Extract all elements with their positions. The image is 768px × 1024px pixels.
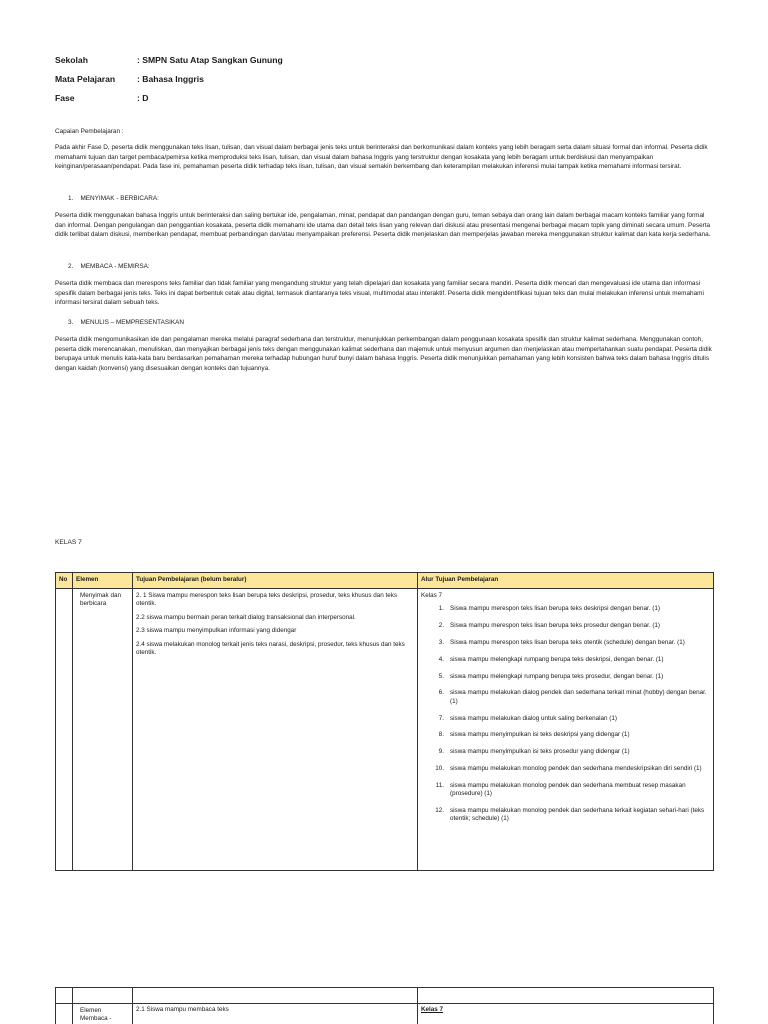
mapel-label: Mata Pelajaran	[55, 74, 116, 84]
sekolah-label: Sekolah	[55, 55, 88, 65]
tujuan-cell	[133, 589, 418, 871]
list-number: 1.	[438, 605, 444, 613]
list-item	[421, 782, 710, 799]
section-title: MENULIS – MEMPRESENTASIKAN	[80, 319, 185, 326]
list-item	[421, 807, 710, 824]
table-header-row	[56, 573, 714, 589]
header-no: No	[56, 573, 73, 589]
section-heading-menyimak	[68, 194, 159, 204]
empty-cell	[418, 988, 714, 1004]
header-tujuan: Tujuan Pembelajaran (belum beralur)	[133, 573, 418, 589]
list-item	[421, 765, 710, 773]
list-item	[421, 748, 710, 756]
list-text: siswa mampu melengkapi rumpang berupa teks deskripsi, dengan benar. (1)	[450, 655, 664, 663]
section-number: 1.	[68, 195, 74, 202]
table-row	[56, 589, 714, 871]
list-number: 6.	[438, 689, 444, 697]
alur-list	[421, 605, 710, 823]
list-text: siswa mampu melakukan dialog untuk saling berkenalan (1)	[450, 714, 617, 722]
header-alur: Alur Tujuan Pembelajaran	[418, 573, 714, 589]
tujuan-item: 2.3 siswa mampu menyimpulkan informasi yang didengar	[136, 627, 297, 635]
list-text: siswa mampu menyimpulkan isi teks prosedur yang didengar (1)	[450, 748, 630, 756]
list-number: 10.	[435, 764, 444, 772]
empty-cell	[56, 988, 73, 1004]
list-number: 7.	[438, 714, 444, 722]
empty-cell	[133, 988, 418, 1004]
list-text: siswa mampu menyimpulkan isi teks deskripsi yang didengar (1)	[450, 731, 630, 739]
list-text: siswa mampu melakukan monolog pendek dan sederhana membuat resep masakan (prosedure) (1)	[450, 781, 686, 798]
tp-table-kelas7	[55, 572, 714, 871]
section-heading-menulis	[68, 318, 184, 328]
tujuan-cell	[133, 1004, 418, 1024]
section-text-menyimak: Peserta didik menggunakan bahasa Inggris untuk berinteraksi dan saling bertukar ide, pengalaman, minat, pendapat dan pandangan dengan guru, teman sebaya dan orang lain dalam berbagai macam konteks familiar yang formal dan informal. Dengan pengulangan dan penggantian kosakata, peserta didik memahami ide utama dan detail teks lisan yang relevan dari diskusi atau presentasi mengenai berbagai macam topik yang diminati secara umum. Peserta didik terlibat dalam diskusi, memberikan pendapat, membuat perbandingan dan/atau menyampaikan preferensi. Peserta didik menjelaskan dan memperjelas jawaban mereka menggunakan struktur kalimat dan kata kerja sederhana.	[55, 212, 711, 239]
list-number: 9.	[438, 748, 444, 756]
capaian-intro: Pada akhir Fase D, peserta didik menggunakan teks lisan, tulisan, dan visual dalam berbagai jenis teks untuk berinteraksi dan berkomunikasi dalam konteks yang lebih beragam serta dalam situasi formal dan informal. Peserta didik memahami tujuan dan target pembaca/pemirsa ketika memproduksi teks lisan, tulisan, dan visual dalam bahasa Inggris yang terstruktur dengan kosakata yang lebih beragam untuk berdiskusi dan menyampaikan keinginan/perasaan/pendapat. Pada fase ini, pemahaman peserta didik terhadap teks lisan, tulisan, dan visual semakin berkembang dan keterampilan melakukan inferensi mulai tampak ketika memahami informasi tersirat.	[55, 144, 708, 171]
kelas-label: KELAS 7	[55, 539, 82, 546]
tujuan-item: 2.4 siswa melakukan monolog terkait jenis teks narasi, deskripsi, prosedur, teks khusus dan teks otentik.	[136, 640, 405, 657]
fase-value: : D	[137, 93, 149, 103]
list-item	[421, 605, 710, 613]
sekolah-value: : SMPN Satu Atap Sangkan Gunung	[137, 55, 283, 65]
tujuan-item: 2.1 Siswa mampu membaca teks	[136, 1006, 229, 1013]
section-title: MENYIMAK - BERBICARA:	[80, 195, 159, 202]
list-text: Siswa mampu merespon teks lisan berupa teks deskripsi dengan benar. (1)	[450, 605, 661, 613]
elemen-cell: Elemen Membaca -	[73, 1004, 133, 1024]
alur-kelas-title: Kelas 7	[421, 592, 443, 599]
list-number: 12.	[435, 806, 444, 814]
list-number: 5.	[438, 672, 444, 680]
tp-table-membaca	[55, 987, 714, 1024]
fase-label: Fase	[55, 93, 75, 103]
empty-cell	[73, 988, 133, 1004]
section-text-membaca: Peserta didik membaca dan merespons teks familiar dan tidak familiar yang mengandung struktur yang telah dipelajari dan kosakata yang familiar secara mandiri. Peserta didik mencari dan mengevaluasi ide utama dan informasi spesifik dalam berbagai jenis teks. Teks ini dapat berbentuk cetak atau digital, termasuk diantaranya teks visual, multimodal atau interaktif. Peserta didik mengidentifikasi tujuan teks dan mulai melakukan inferensi untuk memahami informasi tersirat dalam sebuah teks.	[55, 280, 704, 307]
section-title: MEMBACA - MEMIRSA:	[80, 263, 150, 270]
list-item	[421, 689, 710, 706]
list-text: siswa mampu melakukan dialog pendek dan sederhana terkait minat (hobby) dengan benar. (1)	[450, 689, 707, 705]
list-number: 2.	[438, 622, 444, 630]
tujuan-item: 2. 1 Siswa mampu merespon teks lisan berupa teks deskripsi, prosedur, teks khusus dan teks otentik.	[136, 592, 398, 608]
list-item	[421, 622, 710, 630]
alur-cell	[418, 589, 714, 871]
list-item	[421, 656, 710, 664]
list-item	[421, 715, 710, 723]
table-row	[56, 1004, 714, 1024]
section-number: 3.	[68, 319, 74, 326]
list-item	[421, 639, 710, 647]
list-number: 8.	[438, 731, 444, 739]
list-text: Siswa mampu merespon teks lisan berupa teks otentik (schedule) dengan benar. (1)	[450, 639, 685, 646]
section-heading-membaca	[68, 262, 150, 272]
table-row	[56, 988, 714, 1004]
elemen-cell: Menyimak dan berbicara	[73, 589, 133, 871]
list-text: siswa mampu melakukan monolog pendek dan sederhana terkait kegiatan sehari-hari (teks otentik; schedule) (1)	[450, 806, 705, 823]
no-cell	[56, 1004, 73, 1024]
list-number: 4.	[438, 655, 444, 663]
list-item	[421, 673, 710, 681]
alur-kelas-title: Kelas 7	[421, 1006, 444, 1013]
mapel-value: : Bahasa Inggris	[137, 74, 204, 84]
list-text: Siswa mampu merespon teks lisan berupa teks prosedur dengan benar. (1)	[450, 622, 661, 630]
header-elemen: Elemen	[73, 573, 133, 589]
list-number: 11.	[435, 781, 444, 789]
tujuan-item: 2.2 siswa mampu bermain peran terkait dialog transaksional dan interpersonal.	[136, 613, 356, 621]
list-text: siswa mampu melengkapi rumpang berupa teks prosedur, dengan benar. (1)	[450, 672, 664, 680]
alur-cell	[418, 1004, 714, 1024]
list-item	[421, 731, 710, 739]
section-number: 2.	[68, 263, 74, 270]
list-number: 3.	[438, 639, 444, 646]
capaian-label: Capaian Pembelajaran :	[55, 128, 124, 135]
list-text: siswa mampu melakukan monolog pendek dan sederhana mendeskripsikan diri sendiri (1)	[450, 764, 702, 772]
section-text-menulis: Peserta didik mengomunikasikan ide dan pengalaman mereka melalui paragraf sederhana dan terstruktur, menunjukkan perkembangan dalam penggunaan kosakata spesifik dan struktur kalimat sederhana. Menggunakan contoh, peserta didik merencanakan, menuliskan, dan menyajikan berbagai jenis teks dengan menggunakan kalimat sederhana dan majemuk untuk menyusun argumen dan menjelaskan atau mempertahankan suatu pendapat. Peserta didik berupaya untuk menulis kata-kata baru berdasarkan pemahaman mereka terhadap hubungan huruf bunyi dalam bahasa Inggris. Peserta didik menunjukkan pemahaman yang lebih konsisten bahwa teks dalam bahasa Inggris ditulis dengan kaidah (konvensi) yang disesuaikan dengan konteks dan tujuannya.	[55, 336, 712, 373]
no-cell	[56, 589, 73, 871]
